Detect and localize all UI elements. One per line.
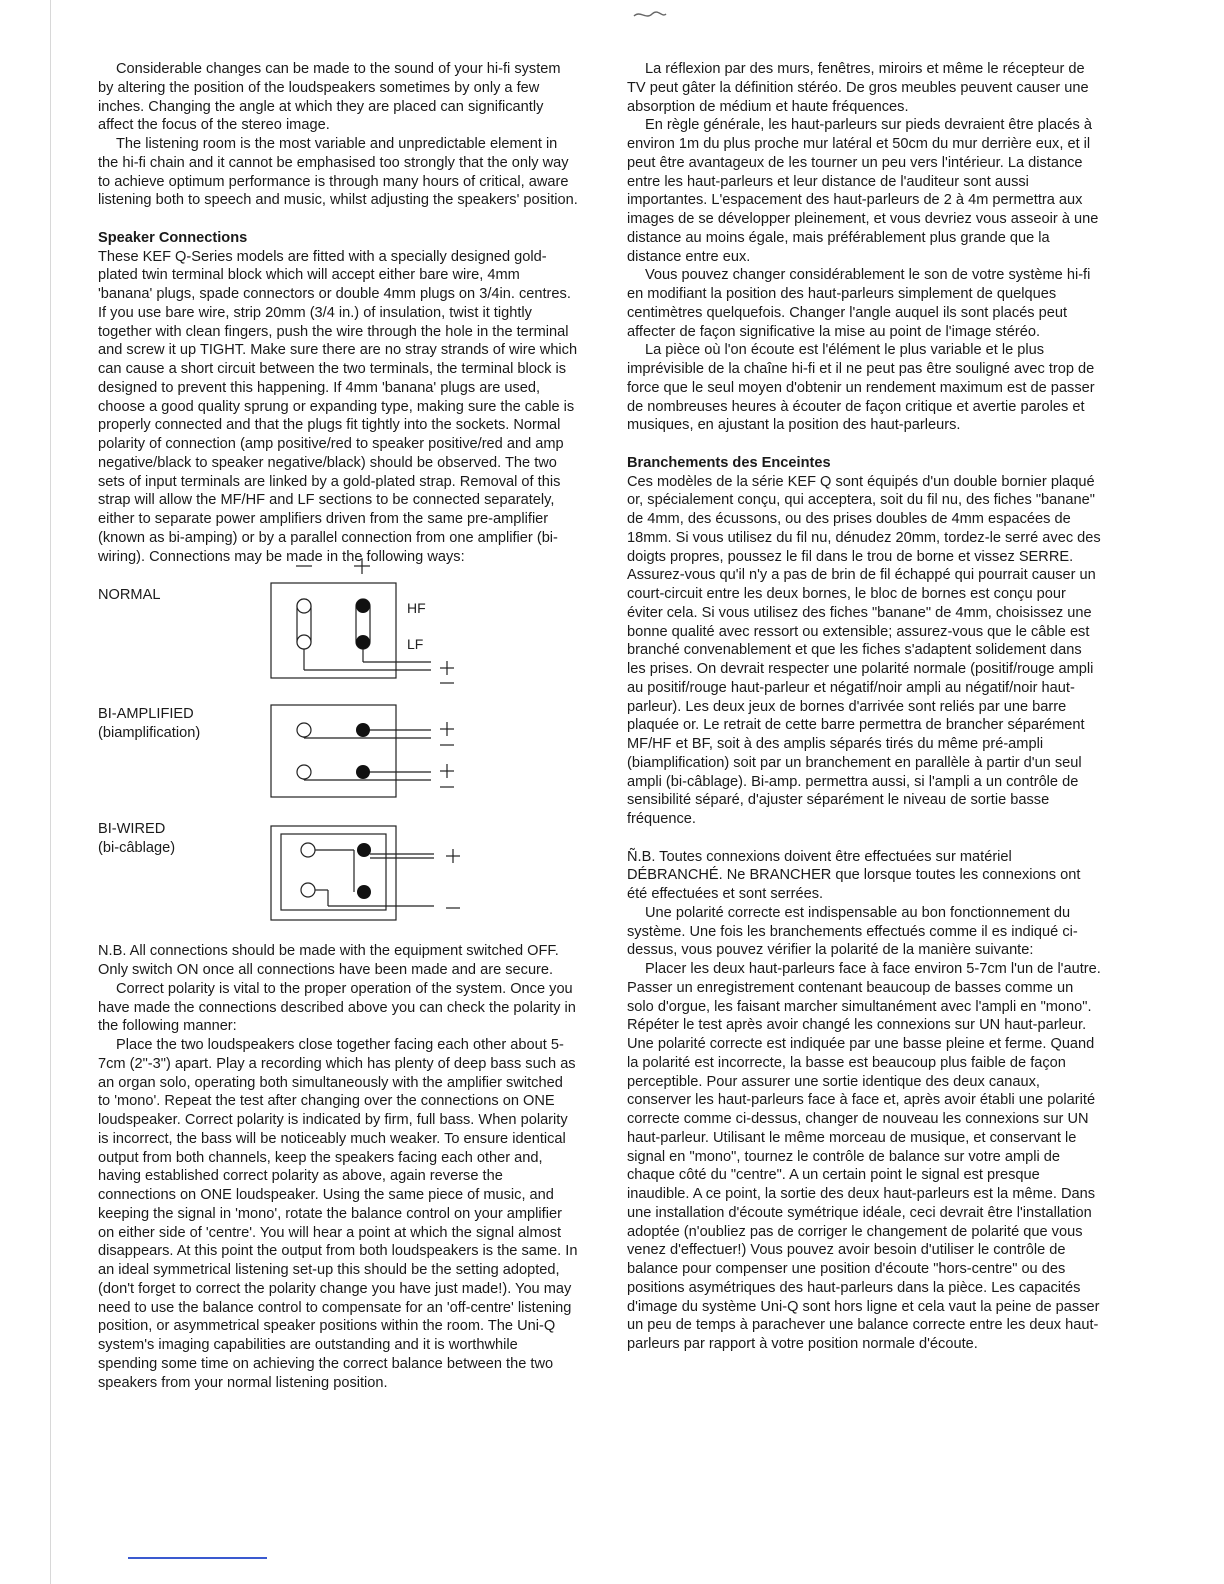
normal-wiring-diagram <box>268 566 468 696</box>
bottom-rule <box>128 1557 267 1559</box>
speaker-connections-heading: Speaker Connections <box>98 229 248 246</box>
normal-label: NORMAL <box>98 587 161 604</box>
scan-edge-line <box>50 0 51 1584</box>
bi-amplified-label: BI-AMPLIFIED (biamplification) <box>98 706 201 742</box>
positive-terminal-hf <box>356 599 370 613</box>
branchements-heading: Branchements des Enceintes <box>627 454 831 471</box>
hf-label: HF <box>407 600 426 617</box>
terminal-block <box>271 583 396 678</box>
fr-paragraph-3: Vous pouvez changer considérablement le son de votre système hi-fi en modifiant la position des haut-parleurs simplement de quelques centimètres quelquefois. Changer l'angle auquel ils sont placés peut affecter de façon significative la mise au point de l'image stéréo. <box>627 267 1091 340</box>
lf-label: LF <box>407 636 424 653</box>
connections-paragraph: These KEF Q-Series models are fitted with a specially designed gold-plated twin terminal block which will accept either bare wire, 4mm 'banana' plugs, spade connectors or double 4mm plugs on 3/4in. centres. If you use bare wire, strip 20mm (3/4 in.) of insulation, twist it tightly together with clean fingers, push the wire through the hole in the terminal and screw it up TIGHT. Make sure there are no stray strands of wire which can cause a short circuit between the two terminals, the terminal block is designed to prevent this happening. If 4mm 'banana' plugs are used, choose a good quality sprung or expanding type, making sure the cable is properly connected and that the plugs fit tightly into the sockets. Normal polarity of connection (amp positive/red to speaker positive/red and amp negative/black to speaker negative/black) should be observed. The two sets of input terminals are linked by a gold-plated strap. Removal of this strap will allow the MF/HF and LF sections to be connected separately, either to separate power amplifiers driven from the same pre-amplifier (known as bi-amping) or by a parallel connection from one amplifier (bi-wiring). Connections may be made in the following ways: <box>98 248 578 565</box>
fr-paragraph-1: La réflexion par des murs, fenêtres, miroirs et même le récepteur de TV peut gâter la définition stéréo. De gros meubles peuvent causer une absorption de médium et haute fréquences. <box>627 61 1089 115</box>
bi-wired-wiring-diagram <box>268 820 468 930</box>
french-column <box>627 60 1101 1354</box>
fr-paragraph-4: La pièce où l'on écoute est l'élément le plus variable et le plus imprévisible de la chaîne hi-fi et il ne peut pas être souligné avec trop de force que le seul moyen d'obtenir un rendement maximum est de passer de nombreuses heures à écouter de façon critique et avertie paroles et musiques, en ajustant la position des haut-parleurs. <box>627 342 1095 434</box>
intro-paragraph-1: Considerable changes can be made to the sound of your hi-fi system by altering the position of the loudspeakers sometimes by only a few inches. Changing the angle at which they are placed can significantly affect the focus of the stereo image. <box>98 61 561 134</box>
intro-paragraph-2: The listening room is the most variable and unpredictable element in the hi-fi chain and it cannot be emphasised too strongly that the only way to achieve optimum performance is through many hours of critical, aware listening both to speech and music, whilst adjusting the speakers' position. <box>98 136 578 209</box>
fr-connections-paragraph: Ces modèles de la série KEF Q sont équipés d'un double bornier plaqué or, spécialement conçu, qui acceptera, soit du fil nu, des fiches "banane" de 4mm, des écussons, ou des prises doubles de 4mm espacées de 18mm. Si vous utilisez du fil nu, dénudez 20mm, tordez-le serré avec des doigts propres, poussez le fil dans le trou de borne et vissez SERRE. Assurez-vous qu'il n'y a pas de brin de fil échappé qui pourrait causer un court-circuit entre les deux bornes, le bloc de bornes est conçu pour éviter cela. Si vous utilisez des fiches "banane" de 4mm, choisissez une bonne qualité avec ressort ou extensible; assurez-vous que le câble est branché convenablement et que les fiches s'adaptent solidement dans les prises. On devrait respecter une polarité normale (positif/rouge ampli au positif/rouge haut-parleur et négatif/noir ampli au négatif/noir haut-parleur). Les deux jeux de bornes d'arrivée sont reliés par une barre plaquée or. Le retrait de cette barre permettra de brancher séparément MF/HF et BF, soit à des amplis séparés tirés du même pré-ampli (biamplification) soit par un branchement en parallèle à partir d'un seul ampli (bi-câblage). Bi-amp. permettra aussi, si l'ampli a un contrôle de sensibilité séparé, d'ajuster séparément le niveau de sortie basse fréquence. <box>627 473 1101 827</box>
fr-nb-paragraph: Ñ.B. Toutes connexions doivent être effectuées sur matériel DÉBRANCHÉ. Ne BRANCHER que lorsque toutes les connexions ont été effectuées et sont serrées. <box>627 848 1081 902</box>
polarity-paragraph: Correct polarity is vital to the proper operation of the system. Once you have made the connections described above you can check the polarity in the following manner: <box>98 980 576 1035</box>
scan-artifact-mark <box>632 8 668 22</box>
connection-diagrams <box>98 566 578 942</box>
positive-terminal-lf <box>356 635 370 649</box>
fr-paragraph-2: En règle générale, les haut-parleurs sur pieds devraient être placés à environ 1m du plus proche mur latéral et 50cm du mur derrière eux, et il peut être avantageux de les tourner un peu vers l'intérieur. La distance entre les haut-parleurs et leur distance de l'auditeur sont aussi importantes. L'espacement des haut-parleurs de 2 à 4m permettra aux images de se développer pleinement, et vous devriez vous asseoir à une distance au moins égale, mais préférablement plus grande que la distance entre eux. <box>627 117 1099 265</box>
placement-paragraph: Place the two loudspeakers close together facing each other about 5-7cm (2"-3") apart. Play a recording which has plenty of deep bass such as an organ solo, operating both simultaneously with the amplifier switched to 'mono'. Repeat the test after changing over the connections on ONE loudspeaker. Correct polarity is indicated by firm, full bass. When polarity is incorrect, the bass will be noticeably much weaker. To ensure identical output from both channels, keep the speakers facing each other and, having established correct polarity as above, again reverse the connections on ONE loudspeaker. Using the same piece of music, and keeping the signal in 'mono', rotate the balance control on your amplifier on either side of 'centre'. You will hear a point at which the signal almost disappears. At this point the output from both loudspeakers is the same. In an ideal symmetrical listening set-up this should be the setting adopted, (don't forget to correct the polarity change you have just made!). You may need to use the balance control to compensate for an 'off-centre' listening position, or asymmetrical speaker positions within the room. The Uni-Q system's imaging capabilities are outstanding and it is worthwhile spending some time on achieving the correct balance between the two speakers from your normal listening position. <box>98 1037 578 1391</box>
bi-amplified-wiring-diagram <box>268 702 468 802</box>
fr-placement-paragraph: Placer les deux haut-parleurs face à face environ 5-7cm l'un de l'autre. Passer un enregistrement contenant beaucoup de basses comme un solo d'orgue, les faisant marcher simultanément avec l'ampli en "mono". Répéter le test après avoir changé les connexions sur UN haut-parleur. Une polarité correcte est indiquée par une basse pleine et ferme. Quand la polarité est incorrecte, la basse est beaucoup plus faible de façon perceptible. Pour assurer une sortie identique des deux canaux, conserver les haut-parleurs face à face et, après avoir établi une polarité correcte comme ci-dessus, changer de nouveau les connexions sur UN haut-parleur. Utilisant le même morceau de musique, et conservant le signal en "mono", tournez le contrôle de balance sur votre ampli de chaque côté du "centre". A un certain point le signal est presque inaudible. A ce point, la sortie des deux haut-parleurs est la même. Dans une installation d'écoute symétrique idéale, ceci devrait être l'installation adoptée (n'oubliez pas de corriger le changement de polarité que vous venez d'effectuer!) Vous pouvez avoir besoin d'utiliser le contrôle de balance pour compenser une position d'écoute "hors-centre" ou des positions asymétriques des haut-parleurs dans la pièce. Les capacités d'image du système Uni-Q sont hors ligne et cela vaut la peine de passer un peu de temps à parachever une balance correcte entre les deux haut-parleurs par rapport à votre position normale d'écoute. <box>627 961 1101 1352</box>
fr-polarity-paragraph: Une polarité correcte est indispensable au bon fonctionnement du système. Une fois les branchements effectués comme il es indiqué ci-dessus, vous pouvez vérifier la polarité de la manière suivante: <box>627 904 1078 959</box>
english-column <box>98 60 578 1392</box>
bi-wired-label: BI-WIRED (bi-câblage) <box>98 821 176 857</box>
negative-terminal-hf <box>297 599 311 613</box>
nb-paragraph: N.B. All connections should be made with the equipment switched OFF. Only switch ON once all connections have been made and are secure. <box>98 943 559 978</box>
negative-terminal-lf <box>297 635 311 649</box>
